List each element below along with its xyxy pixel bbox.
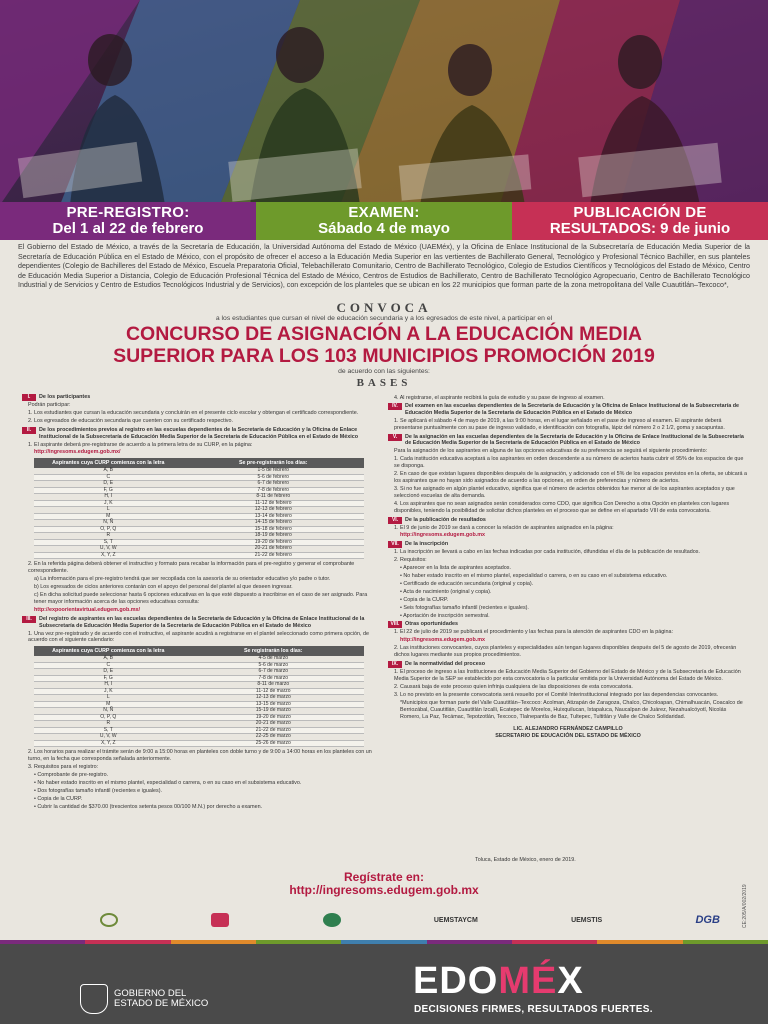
table-cell: 13-14 de febrero [183, 513, 365, 520]
conalep-logo [323, 913, 341, 927]
banner-photo-collage [0, 0, 768, 205]
section-title: De la inscripción [405, 541, 449, 548]
logo-text: DGB [695, 914, 720, 926]
section-number: IV. [388, 403, 402, 410]
hero-banner [0, 0, 768, 240]
cdo-link[interactable]: http://ingresoms.edugem.gob.mx [400, 637, 486, 644]
paragraph: c) En dicha solicitud puede seleccionar hasta 6 opciones educativas en la que esté dispuesto a inscribirse en el caso de ser asignado. Para tener mayor información acerca de las opciones educativas consulta: [34, 591, 368, 605]
table-cell: 12-13 de marzo [183, 695, 365, 702]
uemstis-logo [571, 917, 602, 924]
table-cell: J, K [34, 688, 183, 695]
paragraph: 1. El 9 de junio de 2019 se dará a conocer la relación de aspirantes asignados en la página: [394, 524, 614, 531]
table-cell: 5-6 de febrero [183, 474, 365, 481]
table-row [34, 740, 364, 747]
requirement: • Acta de nacimiento (original y copia). [400, 588, 492, 595]
left-column [22, 394, 380, 813]
section-number: I. [22, 394, 36, 401]
footnote: *Municipios que forman parte del Valle Cuautitlán–Texcoco: Acolman, Atizapán de Zaragoza, Chalco, Chicoloapan, Chimalhuacán, Coacalco de Berriozábal, Cuautitlán, Cuautitlán Izcalli, Ecatepec de Morelos, Huixquilucan, Ixtapaluca, Naucalpan de Juárez, Nezahualcóyotl, Nicolás Romero, La Paz, Tecámac, Tepotzotlán, Texcoco, Tlalnepantla de Baz, Tultepec, Tultitlán y Valle de Chalco Solidaridad. [400, 699, 743, 720]
intro-paragraph: El Gobierno del Estado de México, a través de la Secretaría de Educación, la Universidad Autónoma del Estado de México (UAEMéx), y la Oficina de Enlace Institucional de la Subsecretaría de Educación Media Superior de la Secretaría de Educación Pública en el Estado de México, con el propósito de ofrecer el acceso a la Educación Media Superior en las vertientes de Bachillerato General, Tecnológico y Profesional Técnico Bachiller, en sus planteles dependientes (Colegio de Bachilleres del Estado de México, Escuela Preparatoria Oficial, Telebachillerato Comunitario, Centro de Bachillerato Tecnológico, Colegio de Estudios Científicos y Tecnológicos del Estado de México, Centro de Educación Media Superior a Distancia, Colegio de Educación Profesional Técnica del Estado de México, Centros de Estudios de Bachillerato, Centro de Bachillerato Tecnológico Agropecuario, Centro de Bachillerato Tecnológico Industrial y de Servicios y Centro de Estudios Tecnológicos Industrial y de Servicios), con excepción de los planteles que se ubican en los 22 municipios que forman parte de la zona metropolitana del Valle Cuautitlán–Texcoco*, [18, 243, 750, 290]
register-callout [0, 871, 768, 897]
title-line-1: CONCURSO DE ASIGNACIÓN A LA EDUCACIÓN MEDIA [125, 323, 643, 345]
table-cell: D, E [34, 481, 183, 488]
table-cell: H, I [34, 494, 183, 501]
resultados-link[interactable]: http://ingresoms.edugem.gob.mx [400, 532, 486, 539]
document-code: CE:205/A/002/2019 [742, 884, 748, 928]
signature-block [388, 726, 748, 740]
paragraph: 1. Cada institución educativa aceptará a los aspirantes en orden descendente a su número de aciertos hasta cubrir el 95% de los espacios de que se disponga. [394, 456, 744, 470]
section-3 [22, 616, 380, 811]
table-cell: M [34, 513, 183, 520]
section-number: VII. [388, 541, 402, 548]
requirement: • No haber estado inscrito en el mismo plantel, especialidad o carrera, o en su caso en el subsistema educativo. [34, 779, 302, 786]
section-number: II. [22, 427, 36, 434]
table-cell: F, G [34, 675, 183, 682]
convoca-heading: CONVOCA [336, 300, 432, 315]
table-cell: 21-22 de febrero [183, 552, 365, 559]
pre-registro-date [0, 202, 256, 240]
table-cell: 8-11 de febrero [183, 494, 365, 501]
footer [0, 944, 768, 1024]
table-cell: 1-5 de febrero [183, 468, 365, 474]
requirement: • Cubrir la cantidad de $370.00 (trescientos setenta pesos 00/100 M.N.) por derecho a examen. [34, 803, 263, 810]
section-title: De la publicación de resultados [405, 516, 486, 523]
table-cell: 15-19 de marzo [183, 708, 365, 715]
table-cell: C [34, 474, 183, 481]
paragraph: 1. El proceso de ingreso a las Instituciones de Educación Media Superior del Gobierno del Estado de México y de la Subsecretaría de Educación Media Superior de la SEP se establecido por esta convocatoria o la particular emitida por la Universidad Autónoma del Estado de México. [394, 669, 741, 682]
gob-line-2: ESTADO DE MÉXICO [114, 998, 209, 1009]
section-9 [388, 661, 748, 720]
table-cell: 19-20 de marzo [183, 714, 365, 721]
table-row [34, 552, 364, 559]
section-number: VIII. [388, 621, 402, 628]
section-title: De los procedimientos previos al registro en las escuelas dependientes de la Secretaría de Educación y la Oficina de Enlace Institucional de la Subsecretaría de Educación Media Superior de la Secretaría de Educación Pública en el Estado de México [39, 426, 359, 440]
paragraph: 1. La inscripción se llevará a cabo en las fechas indicadas por cada institución, difundidas el día de la publicación de resultados. [394, 549, 700, 556]
table-cell: R [34, 533, 183, 540]
date-label: PRE-REGISTRO: [66, 204, 190, 221]
paragraph: 3. Lo no previsto en la presente convocatoria será resuelto por el Comité Interinstitucional integrado por las dependencias convocantes. [394, 691, 719, 698]
paragraph: 1. Una vez pre-registrado y de acuerdo con el instructivo, el aspirante acudirá a registrarse en el plantel seleccionado como primera opción, de acuerdo con el siguiente calendario: [28, 630, 369, 644]
signer-name: LIC. ALEJANDRO FERNÁNDEZ CAMPILLO [513, 726, 623, 733]
table-cell: 14-15 de febrero [183, 520, 365, 527]
table-cell: S, T [34, 727, 183, 734]
gob-line-1: GOBIERNO DEL [114, 988, 187, 999]
table-cell: 7-8 de marzo [183, 675, 365, 682]
paragraph: 3. Requisitos para el registro: [28, 764, 99, 771]
gobierno-logo [80, 984, 208, 1014]
paragraph: b) Los egresados de ciclos anteriores contarán con el apoyo del personal del plantel al que deseen ingresar. [34, 584, 293, 591]
institution-logos [100, 900, 720, 940]
table-cell: O, P, Q [34, 526, 183, 533]
lead-text: a los estudiantes que cursan el nivel de educación secundaria y a los egresados de este nivel, a participar en el [215, 315, 553, 322]
section-title: Del examen en las escuelas dependientes de la Secretaría de Educación y la Oficina de Enlace Institucional de la Subsecretaría de Educación Media Superior de la Secretaría de Educación Pública en el Estado de México [405, 402, 740, 416]
table-cell: L [34, 507, 183, 514]
paragraph: 4. Al registrarse, el aspirante recibirá la guía de estudio y su pase de ingreso al examen. [394, 395, 605, 401]
paragraph: 2. En caso de que existan lugares disponibles después de la asignación, y adicionado con el 5% de los espacios previstos en la oferta, se ubicará a los aspirantes que no hayan sido asignados de acuerdo a las opciones, en orden de preferencias y número de aciertos. [394, 471, 748, 484]
table-cell: 6-7 de marzo [183, 669, 365, 676]
table-header: Se registrarán los días: [183, 646, 365, 656]
bases-heading: BASES [356, 377, 412, 389]
registro-calendar-table [34, 646, 364, 747]
subtitle: de acuerdo con las siguientes: [338, 368, 430, 375]
brand-part: MÉ [498, 960, 558, 1002]
register-link[interactable]: http://ingresoms.edugem.gob.mx [289, 883, 479, 897]
table-cell: U, V, W [34, 734, 183, 741]
table-cell: 4-5 de marzo [183, 656, 365, 662]
table-cell: A, B [34, 656, 183, 662]
table-cell: J, K [34, 500, 183, 507]
requirement: • Copia de la CURP. [400, 596, 449, 603]
resultados-date [512, 202, 768, 240]
table-cell: N, Ñ [34, 708, 183, 715]
table-header: Se pre-registrarán los días: [183, 458, 365, 468]
table-cell: 5-6 de marzo [183, 662, 365, 669]
paragraph: 2. Las instituciones convocantes, cuyos planteles y especialidades aún tengan lugares disponibles después del 5 de agosto de 2019, ofrecerán dichos lugares mediante sus propios procedimientos. [394, 645, 737, 659]
table-cell: X, Y, Z [34, 740, 183, 747]
table-cell: U, V, W [34, 546, 183, 553]
paragraph: 2. Los egresados de educación secundaria que cuenten con su certificado respectivo. [28, 417, 233, 424]
date-value: RESULTADOS: 9 de junio [549, 219, 731, 237]
table-cell: R [34, 721, 183, 728]
paragraph: 1. El aspirante deberá pre-registrarse de acuerdo a la primera letra de su CURP, en la página: [28, 441, 253, 448]
table-cell: C [34, 662, 183, 669]
date-label: PUBLICACIÓN DE [573, 204, 707, 221]
paragraph: 1. El 22 de julio de 2019 se publicará el procedimiento y las fechas para la atención de aspirantes CDO en la página: [394, 629, 673, 636]
paragraph: Para la asignación de los aspirantes en alguna de las opciones educativas de su preferencia se seguirá el siguiente procedimiento: [394, 448, 708, 455]
table-cell: 20-21 de febrero [183, 546, 365, 553]
paragraph: 2. Requisitos: [394, 557, 427, 564]
section-number: VI. [388, 517, 402, 524]
requirement: • Dos fotografías tamaño infantil (recientes e iguales). [34, 787, 163, 794]
paragraph: a) La información para el pre-registro tendrá que ser recopilada con la asesoría de su orientador educativo y/o padre o tutor. [34, 576, 331, 583]
logo-text: UEMSTIS [571, 916, 603, 924]
paragraph: 2. Los horarios para realizar el trámite serán de 9:00 a 15:00 horas en planteles con doble turno y de 9:00 a 14:00 horas en los planteles con un turno, en la fecha que corresponda señalada anteriormente. [28, 749, 372, 763]
section-number: III. [22, 616, 36, 623]
table-cell: H, I [34, 682, 183, 689]
section-8 [388, 621, 748, 659]
table-cell: 7-8 de febrero [183, 487, 365, 494]
slogan: DECISIONES FIRMES, RESULTADOS FUERTES. [414, 1004, 653, 1015]
edomex-secretaria-logo [211, 913, 229, 927]
table-cell: S, T [34, 539, 183, 546]
table-cell: 6-7 de febrero [183, 481, 365, 488]
paragraph: 1. Los estudiantes que cursan la educación secundaria y concluirán en el presente ciclo escolar y obtengan el certificado correspondiente. [28, 409, 359, 416]
section-title: Otras oportunidades [405, 621, 459, 628]
preregistro-calendar-table [34, 458, 364, 559]
preregistro-link[interactable]: http://ingresoms.edugem.gob.mx/ [34, 449, 121, 456]
section-5 [388, 434, 748, 515]
table-cell: O, P, Q [34, 714, 183, 721]
expoorienta-link[interactable]: http://expoorientavirtual.edugem.gob.mx/ [34, 606, 141, 613]
table-cell: A, B [34, 468, 183, 474]
contest-title [0, 323, 768, 367]
requirement: • Seis fotografías tamaño infantil (recientes e iguales). [400, 604, 529, 611]
right-column [388, 394, 748, 740]
uemstaycm-logo [434, 917, 478, 924]
section-6 [388, 517, 748, 540]
date-value: Del 1 al 22 de febrero [52, 219, 204, 237]
section-1 [22, 394, 380, 425]
section-number: V. [388, 434, 402, 441]
table-cell: X, Y, Z [34, 552, 183, 559]
table-cell: 15-18 de febrero [183, 526, 365, 533]
requirement: • Comprobante de pre-registro. [34, 772, 109, 779]
date-value: Sábado 4 de mayo [318, 219, 450, 237]
table-cell: 11-12 de febrero [183, 500, 365, 507]
table-cell: 22-25 de marzo [183, 734, 365, 741]
state-seal-icon [80, 984, 108, 1014]
key-dates [0, 202, 768, 240]
table-cell: 25-26 de marzo [183, 740, 365, 747]
table-cell: 11-12 de marzo [183, 688, 365, 695]
section-number: IX. [388, 661, 402, 668]
register-label: Regístrate en: [343, 870, 425, 884]
table-cell: 21-22 de marzo [183, 727, 365, 734]
brand-part: EDO [413, 960, 499, 1002]
requirement: • Certificado de educación secundaria (original y copia). [400, 580, 534, 587]
table-cell: N, Ñ [34, 520, 183, 527]
requirement: • No haber estado inscrito en el mismo plantel, especialidad o carrera, o en su caso en el subsistema educativo. [400, 573, 668, 580]
section-title: De la normatividad del proceso [405, 661, 485, 668]
table-cell: D, E [34, 669, 183, 676]
table-cell: L [34, 695, 183, 702]
uaemex-logo [100, 913, 118, 927]
table-cell: F, G [34, 487, 183, 494]
edomex-brand [413, 961, 584, 1001]
title-line-2: SUPERIOR PARA LOS 103 MUNICIPIOS PROMOCIÓN 2019 [113, 345, 655, 367]
requirement: • Copia de la CURP. [34, 795, 83, 802]
date-label: EXAMEN: [348, 204, 420, 221]
paragraph: 1. Se aplicará el sábado 4 de mayo de 2019, a las 9:00 horas, en el lugar señalado en el pase de ingreso al examen. El aspirante deberá presentarse puntualmente con su pase de ingreso validado, e identificación con fotografía, lápiz del número 2 o 2 1/2, goma y sacapuntas. [394, 417, 725, 431]
paragraph: Podrán participar: [28, 402, 71, 408]
logo-text: UEMSTAYCM [433, 916, 478, 924]
section-2 [22, 427, 380, 614]
table-cell: 12-13 de febrero [183, 507, 365, 514]
brand-part: X [557, 960, 584, 1002]
table-cell: 13-15 de marzo [183, 701, 365, 708]
table-cell: 8-11 de marzo [183, 682, 365, 689]
table-header: Aspirantes cuya CURP comienza con la letra [34, 458, 183, 468]
table-header: Aspirantes cuya CURP comienza con la letra [34, 646, 183, 656]
table-cell: M [34, 701, 183, 708]
table-cell: 19-20 de febrero [183, 539, 365, 546]
section-7 [388, 541, 748, 619]
section-4 [388, 403, 748, 432]
dgb-logo [695, 914, 719, 926]
table-cell: 18-19 de febrero [183, 533, 365, 540]
paragraph: 4. Los aspirantes que no sean asignados serán considerados como CDO, que significa Con Derecho a otra Opción en planteles con lugares disponibles, teniendo la posibilidad de solicitar dichos planteles en el proceso que se define en el apartado VIII de esta convocatoria. [394, 500, 730, 514]
paragraph: 3. Si no fue asignado en algún plantel educativo, significa que el número de aciertos obtenidos fue menor al de los aspirantes aceptados y que seleccionó escuelas de alta demanda. [394, 485, 735, 499]
table-cell: 20-21 de marzo [183, 721, 365, 728]
section-title: De los participantes [39, 394, 91, 400]
examen-date [256, 202, 512, 240]
paragraph: 2. En la referida página deberá obtener el instructivo y formato para recabar la información para el pre-registro y generar el comprobante correspondiente. [28, 561, 355, 575]
place-date: Toluca, Estado de México, enero de 2019. [475, 857, 576, 863]
signer-role: SECRETARIO DE EDUCACIÓN DEL ESTADO DE MÉXICO [495, 733, 641, 740]
paragraph: 2. Causará baja de este proceso quien infrinja cualquiera de las disposiciones de esta convocatoria. [394, 683, 633, 690]
requirement: • Aportación de inscripción semestral. [400, 612, 490, 619]
section-title: Del registro de aspirantes en las escuelas dependientes de la Secretaría de Educación y la Oficina de Enlace Institucional de la Subsecretaría de Educación Media Superior de la Secretaría de Educación Pública en el Estado de México [39, 615, 365, 629]
section-title: De la asignación en las escuelas dependientes de la Secretaría de Educación y la Oficina de Enlace Institucional de la Subsecretaría de Educación Media Superior de la Secretaría de Educación Pública en el Estado de México [405, 433, 744, 447]
requirement: • Aparecer en la lista de aspirantes aceptados. [400, 565, 511, 572]
